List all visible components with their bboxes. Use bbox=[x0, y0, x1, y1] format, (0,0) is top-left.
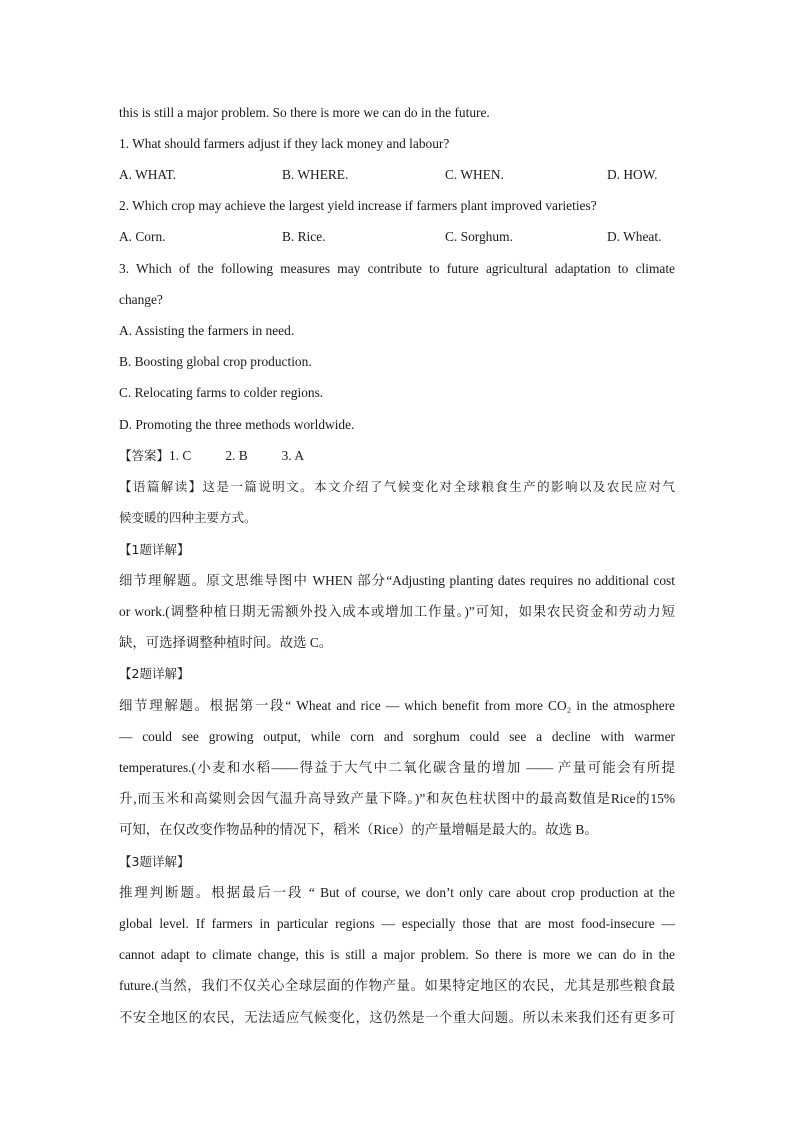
answer-item-1: 1. C bbox=[169, 448, 192, 463]
explanation-1-line-2: or work.(调整种植日期无需额外投入成本或增加工作量。)”可知，如果农民资金和劳动力短 bbox=[119, 604, 675, 619]
question-1-option-b: B. WHERE. bbox=[282, 167, 349, 182]
question-2-option-d: D. Wheat. bbox=[607, 229, 662, 244]
answer-item-3: 3. A bbox=[281, 448, 304, 463]
explanation-3-line-1: 推理判断题。根据最后一段 “ But of course, we don’t only care about crop production at the bbox=[119, 885, 675, 900]
question-2-option-c: C. Sorghum. bbox=[445, 229, 513, 244]
explanation-1-line-3: 缺，可选择调整种植时间。故选 C。 bbox=[119, 635, 333, 650]
reading-guide-line-2: 候变暖的四种主要方式。 bbox=[119, 510, 257, 525]
question-1-option-c: C. WHEN. bbox=[445, 167, 504, 182]
explanation-3-line-4: future.(当然，我们不仅关心全球层面的作物产量。如果特定地区的农民，尤其是那些粮食最 bbox=[119, 978, 675, 993]
reading-guide-line-1 bbox=[119, 478, 675, 496]
question-1-prompt: 1. What should farmers adjust if they lack money and labour? bbox=[119, 136, 450, 151]
question-3-option-d: D. Promoting the three methods worldwide. bbox=[119, 417, 355, 432]
explanation-2-line-2: — could see growing output, while corn and sorghum could see a decline with warmer bbox=[119, 729, 675, 744]
explanation-3-line-3: cannot adapt to climate change, this is still a major problem. So there is more we can do in the bbox=[119, 947, 675, 962]
question-3-option-a: A. Assisting the farmers in need. bbox=[119, 323, 295, 338]
explanation-3-line-2: global level. If farmers in particular regions — especially those that are most food-insecure — bbox=[119, 916, 675, 931]
reading-guide-text-1: 这是一篇说明文。本文介绍了气候变化对全球粮食生产的影响以及农民应对气 bbox=[202, 479, 675, 494]
explanation-2-line-4: 升,而玉米和高粱则会因气温升高导致产量下降。)”和灰色柱状图中的最高数值是Rice的15% bbox=[119, 791, 675, 806]
question-3-prompt-line-1: 3. Which of the following measures may contribute to future agricultural adaptation to climate bbox=[119, 261, 675, 276]
explanation-3-line-5: 不安全地区的农民，无法适应气候变化，这仍然是一个重大问题。所以未来我们还有更多可 bbox=[119, 1010, 675, 1025]
question-3-option-b: B. Boosting global crop production. bbox=[119, 354, 312, 369]
explanation-2-heading: 【2题详解】 bbox=[119, 666, 190, 681]
question-2-prompt: 2. Which crop may achieve the largest yield increase if farmers plant improved varieties? bbox=[119, 198, 597, 213]
answer-item-2: 2. B bbox=[225, 448, 248, 463]
question-2-option-b: B. Rice. bbox=[282, 229, 326, 244]
question-2-option-a: A. Corn. bbox=[119, 229, 166, 244]
explanation-2-line-1: 细节理解题。根据第一段“ Wheat and rice — which benefit from more CO₂ in the atmosphere bbox=[119, 698, 675, 713]
answer-line bbox=[119, 447, 675, 465]
question-3-prompt-line-2: change? bbox=[119, 292, 163, 307]
explanation-1-line-1: 细节理解题。原文思维导图中 WHEN 部分“Adjusting planting dates requires no additional cost bbox=[119, 573, 675, 588]
explanation-3-heading: 【3题详解】 bbox=[119, 854, 190, 869]
answer-label: 【答案】 bbox=[119, 448, 170, 463]
explanation-2-line-3: temperatures.(小麦和水稻——得益于大气中二氧化碳含量的增加 —— 产量可能会有所提 bbox=[119, 760, 675, 775]
question-3-option-c: C. Relocating farms to colder regions. bbox=[119, 385, 324, 400]
explanation-1-heading: 【1题详解】 bbox=[119, 542, 190, 557]
explanation-2-line-5: 可知，在仅改变作物品种的情况下，稻米（Rice）的产量增幅是最大的。故选 B。 bbox=[119, 822, 598, 837]
question-1-option-a: A. WHAT. bbox=[119, 167, 177, 182]
question-1-option-d: D. HOW. bbox=[607, 167, 658, 182]
reading-guide-label: 【语篇解读】 bbox=[119, 479, 203, 494]
intro-tail-text: this is still a major problem. So there is more we can do in the future. bbox=[119, 105, 490, 120]
